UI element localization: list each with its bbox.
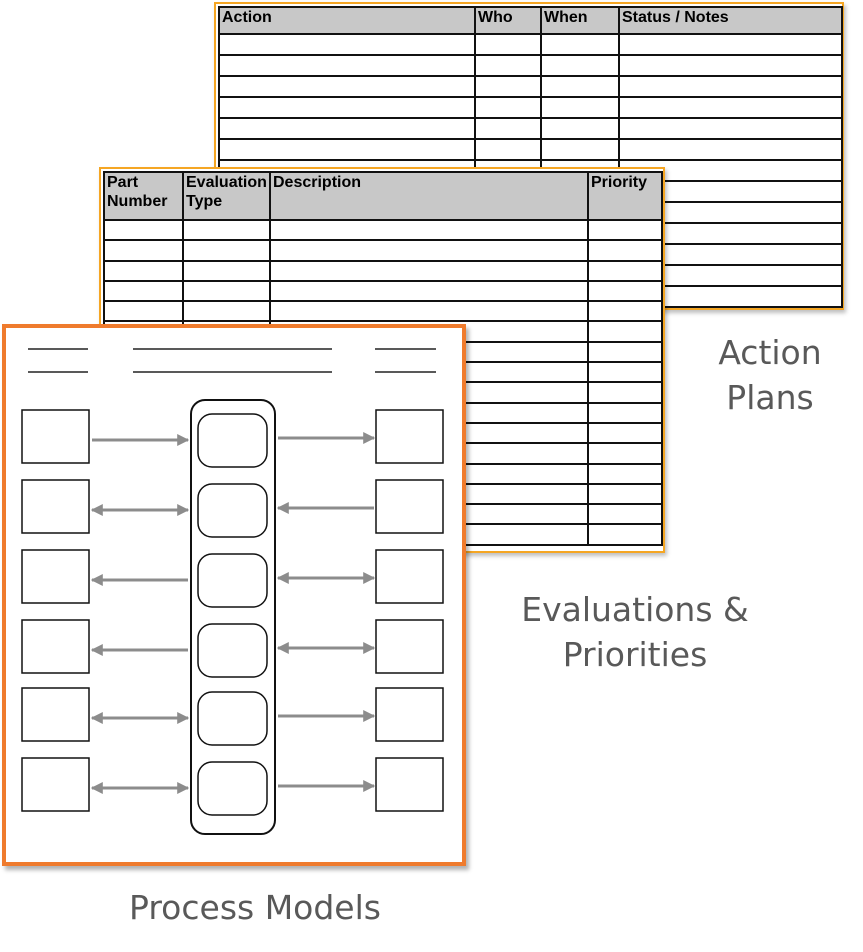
table-cell [183,220,270,240]
process-step-box [198,762,267,815]
table-cell [588,423,662,443]
table-cell [475,97,541,118]
table-row [219,97,842,118]
table-cell [588,382,662,402]
table-cell [619,34,842,55]
output-box [376,688,443,741]
output-box [376,550,443,603]
table-cell [588,362,662,382]
table-cell [219,34,475,55]
table-cell [475,34,541,55]
process-rows [22,410,443,815]
process-step-box [198,484,267,537]
action-plan-header-row [219,7,842,34]
table-cell [219,139,475,160]
table-cell [541,97,619,118]
table-cell [588,342,662,362]
table-cell [270,301,588,321]
column-header-evaluation-type: Evaluation Type [183,172,270,220]
process-model-sheet [2,324,466,866]
table-cell [270,281,588,301]
table-row [219,76,842,97]
table-cell [183,281,270,301]
output-box [376,410,443,463]
column-header-status-notes: Status / Notes [619,7,842,34]
output-box [376,758,443,811]
process-step-box [198,554,267,607]
table-cell [588,484,662,504]
table-cell [104,281,183,301]
table-cell [475,139,541,160]
table-cell [183,301,270,321]
table-cell [588,301,662,321]
table-row [104,281,662,301]
table-cell [219,97,475,118]
table-cell [619,55,842,76]
column-header-when: When [541,7,619,34]
table-cell [270,220,588,240]
table-cell [541,55,619,76]
table-cell [619,118,842,139]
table-row [104,261,662,281]
table-cell [541,139,619,160]
table-row [104,240,662,260]
table-cell [588,240,662,260]
input-box [22,620,89,673]
table-cell [619,76,842,97]
table-cell [588,443,662,463]
table-cell [104,301,183,321]
caption-process-models: Process Models [129,888,381,927]
evaluations-header-row [104,172,662,220]
table-cell [588,403,662,423]
column-header-part-number: Part Number [104,172,183,220]
table-cell [219,55,475,76]
table-cell [541,76,619,97]
input-box [22,688,89,741]
table-cell [104,261,183,281]
table-row [219,139,842,160]
caption-evaluations-priorities: Evaluations & Priorities [521,590,749,674]
table-row [219,34,842,55]
table-cell [270,240,588,260]
process-step-box [198,692,267,745]
column-header-priority: Priority [588,172,662,220]
table-cell [104,240,183,260]
table-cell [588,220,662,240]
table-cell [183,240,270,260]
process-step-box [198,414,267,467]
table-row [104,301,662,321]
column-header-action: Action [219,7,475,34]
table-cell [270,261,588,281]
table-cell [588,504,662,524]
output-box [376,620,443,673]
table-cell [619,97,842,118]
process-model-diagram [6,328,462,862]
header-lines [28,349,436,372]
table-cell [183,261,270,281]
caption-action-plans: Action Plans [718,333,822,417]
table-cell [219,76,475,97]
table-cell [475,118,541,139]
table-row [219,55,842,76]
table-cell [588,281,662,301]
table-cell [619,139,842,160]
table-cell [475,76,541,97]
output-box [376,480,443,533]
input-box [22,410,89,463]
input-box [22,480,89,533]
table-cell [219,118,475,139]
column-header-description: Description [270,172,588,220]
table-row [104,220,662,240]
process-step-box [198,624,267,677]
table-cell [588,464,662,484]
input-box [22,758,89,811]
table-cell [541,34,619,55]
table-cell [588,261,662,281]
column-header-who: Who [475,7,541,34]
table-row [219,118,842,139]
table-cell [104,220,183,240]
table-cell [541,118,619,139]
table-cell [475,55,541,76]
table-cell [588,524,662,544]
table-cell [588,321,662,341]
input-box [22,550,89,603]
